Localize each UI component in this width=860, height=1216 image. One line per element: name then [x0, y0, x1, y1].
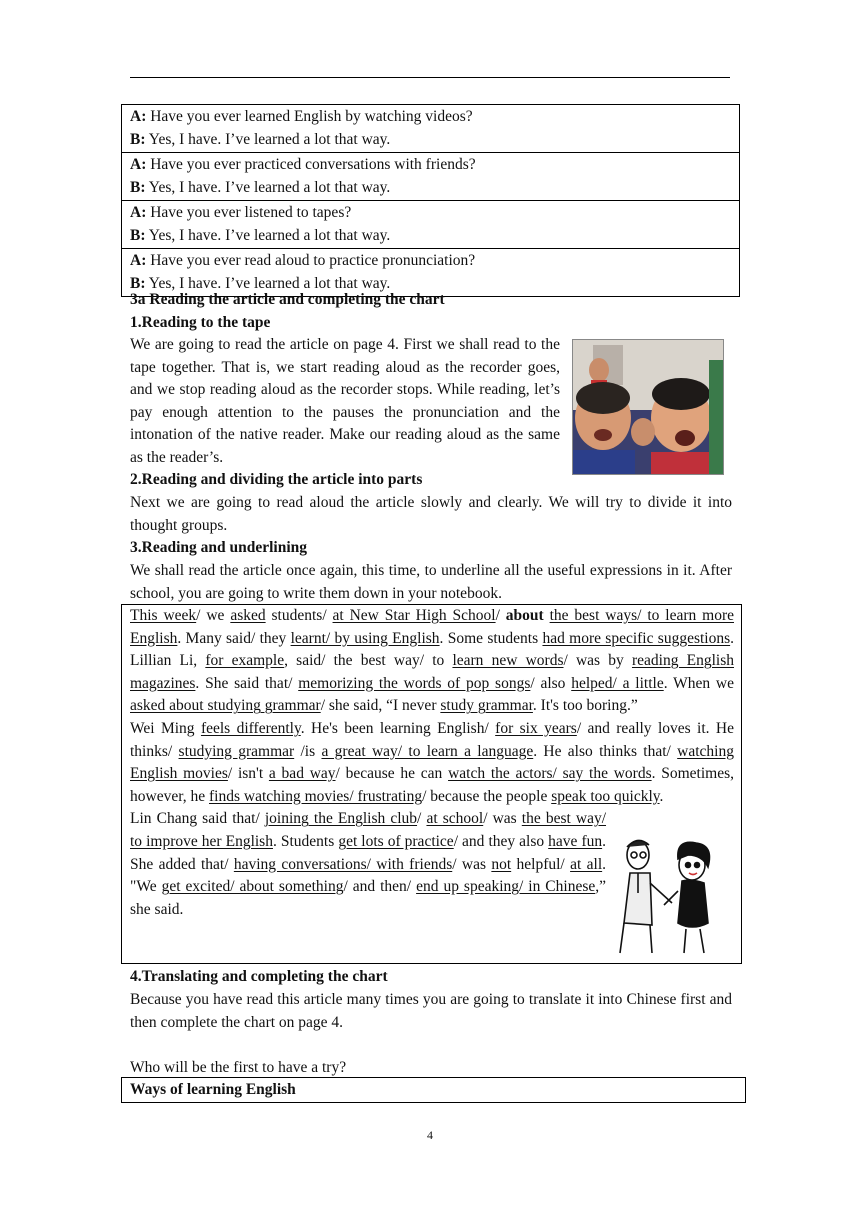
- speaker-b-label: B:: [130, 226, 146, 244]
- article-text: , said/ the best way/ to: [284, 652, 453, 670]
- underlined-expression: learnt/ by using English: [290, 629, 440, 647]
- step4-heading: 4.Translating and completing the chart: [130, 968, 388, 985]
- underlined-expression: get excited/ about something: [161, 878, 344, 896]
- underlined-expression: at New Star High School: [332, 607, 496, 624]
- underlined-expression: learn new words: [452, 652, 564, 670]
- answer-text: Yes, I have. I’ve learned a lot that way.: [145, 274, 391, 292]
- underlined-expression: reading English magazines: [130, 652, 734, 692]
- page-number: 4: [427, 1128, 433, 1142]
- question-text: Have you ever read aloud to practice pronunciation?: [146, 252, 476, 269]
- article-text: / we: [196, 607, 231, 624]
- step4-text: Because you have read this article many times you are going to translate it into Chinese first and then complete the chart on page 4.: [130, 991, 732, 1031]
- answer-text: Yes, I have. I’ve learned a lot that way.: [145, 226, 391, 244]
- underlined-expression: had more specific suggestions: [542, 629, 731, 647]
- answer-text: Yes, I have. I’ve learned a lot that way.: [145, 130, 391, 148]
- underlined-expression: at all: [570, 855, 603, 873]
- speaker-a-label: A:: [130, 252, 147, 269]
- speaker-b-label: B:: [130, 178, 146, 196]
- underlined-expression: study grammar: [440, 697, 533, 715]
- article-text: / and really loves it. He thinks/: [130, 719, 734, 760]
- article-text: . She added that/: [130, 832, 606, 873]
- underlined-expression: for six years: [495, 719, 577, 737]
- qa-row: [122, 153, 739, 201]
- article-text: . Students: [272, 832, 339, 850]
- header-rule: [130, 77, 730, 78]
- underlined-expression: asked about studying grammar: [130, 697, 321, 715]
- article-text: / and they also: [453, 832, 549, 850]
- speaker-b-label: B:: [130, 130, 146, 148]
- article-text: . Sometimes, however, he: [130, 765, 735, 805]
- step1-text: We are going to read the article on page 4. First we shall read to the tape together. That is, we start reading aloud as the recorder goes, and we stop reading aloud as the recorder stops. While reading, let’s pay enough attention to the pauses the pronunciation and the intonation of the native reader. Make our reading aloud as the same as the reader’s.: [130, 336, 560, 466]
- article-text: /is: [294, 742, 322, 760]
- couple-cartoon: [616, 833, 724, 957]
- article-text: . Some students: [439, 629, 543, 647]
- question-text: Have you ever practiced conversations with friends?: [146, 156, 476, 173]
- speaker-b-label: B:: [130, 274, 146, 292]
- article-text: .: [659, 787, 664, 805]
- article-paragraph-1: [130, 605, 734, 718]
- article-text: . "We: [130, 855, 606, 896]
- underlined-expression: joining the English club: [264, 810, 418, 828]
- underlined-expression: feels differently: [200, 719, 301, 737]
- article-box: [121, 604, 742, 964]
- underlined-expression: watching English movies: [130, 742, 734, 783]
- qa-row: [122, 105, 739, 153]
- step3-heading: 3.Reading and underlining: [130, 539, 308, 556]
- article-text: . When we: [663, 674, 734, 692]
- speaker-a-label: A:: [130, 108, 147, 125]
- article-text: / was: [483, 810, 522, 828]
- article-text: . It's too boring.”: [532, 697, 638, 715]
- article-text: students/: [265, 607, 333, 624]
- article-text: helpful/: [511, 855, 571, 873]
- bold-word: about: [505, 607, 544, 624]
- underlined-expression: for example: [205, 652, 285, 670]
- step1-heading: 1.Reading to the tape: [130, 314, 271, 331]
- article-paragraph-2: [130, 718, 734, 808]
- underlined-expression: a bad way: [268, 765, 336, 783]
- couple-cartoon-image: [616, 833, 724, 957]
- article-text: / was by: [563, 652, 632, 670]
- question-text: Who will be the first to have a try?: [130, 1059, 347, 1076]
- article-text: / and then/: [343, 878, 417, 896]
- speaker-a-label: A:: [130, 156, 147, 173]
- underlined-expression: memorizing the words of pop songs: [298, 674, 531, 692]
- children-reading-image: [573, 340, 723, 474]
- article-text: / because he can: [335, 765, 449, 783]
- ways-chart-header: Ways of learning English: [121, 1077, 746, 1103]
- article-text: / because the people: [422, 787, 552, 805]
- underlined-expression: the best way/ to improve her English: [130, 810, 607, 850]
- underlined-expression: at school: [426, 810, 484, 828]
- children-reading-photo: [572, 339, 724, 475]
- underlined-expression: helped/ a little: [571, 674, 664, 692]
- step3-text: We shall read the article once again, this time, to underline all the useful expressions in it. After school, you are going to write them down in your notebook.: [130, 562, 732, 602]
- underlined-expression: finds watching movies/ frustrating: [209, 787, 423, 805]
- qa-table: [121, 104, 740, 297]
- answer-text: Yes, I have. I’ve learned a lot that way.: [145, 178, 391, 196]
- article-text: . Lillian Li,: [130, 629, 734, 670]
- underlined-expression: end up speaking/ in Chinese: [416, 878, 596, 896]
- article-text: . She said that/: [195, 674, 299, 692]
- step2-heading: 2.Reading and dividing the article into parts: [130, 471, 423, 488]
- underlined-expression: speak too quickly: [551, 787, 660, 805]
- underlined-expression: have fun: [548, 832, 603, 850]
- article-text: / isn't: [227, 765, 269, 783]
- underlined-expression: This week: [130, 607, 197, 624]
- qa-row: [122, 201, 739, 249]
- speaker-a-label: A:: [130, 204, 147, 221]
- underlined-expression: asked: [230, 607, 266, 624]
- article-text: . Many said/ they: [177, 629, 291, 647]
- underlined-expression: having conversations/ with friends: [233, 855, 453, 873]
- underlined-expression: watch the actors/ say the words: [448, 765, 652, 783]
- article-text: /: [495, 607, 506, 624]
- underlined-expression: not: [491, 855, 512, 873]
- article-text: / she said, “I never: [320, 697, 441, 715]
- article-text: ,” she said.: [130, 878, 607, 918]
- question-text: Have you ever learned English by watching videos?: [146, 108, 473, 125]
- underlined-expression: studying grammar: [178, 742, 295, 760]
- article-text: . He's been learning English/: [300, 719, 496, 737]
- article-text: Wei Ming: [130, 719, 201, 737]
- question-text: Have you ever listened to tapes?: [146, 204, 352, 221]
- section-heading-3a: 3a Reading the article and completing the chart: [130, 291, 445, 308]
- article-text: /: [417, 810, 427, 828]
- article-text: / also: [530, 674, 572, 692]
- underlined-expression: a great way/ to learn a language: [321, 742, 534, 760]
- article-text: Lin Chang said that/: [130, 810, 265, 828]
- underlined-expression: get lots of practice: [338, 832, 454, 850]
- underlined-expression: the best ways/ to learn more English: [130, 607, 734, 647]
- article-text: . He also thinks that/: [533, 742, 678, 760]
- article-text: / was: [452, 855, 492, 873]
- step2-text: Next we are going to read aloud the article slowly and clearly. We will try to divide it into thought groups.: [130, 494, 732, 534]
